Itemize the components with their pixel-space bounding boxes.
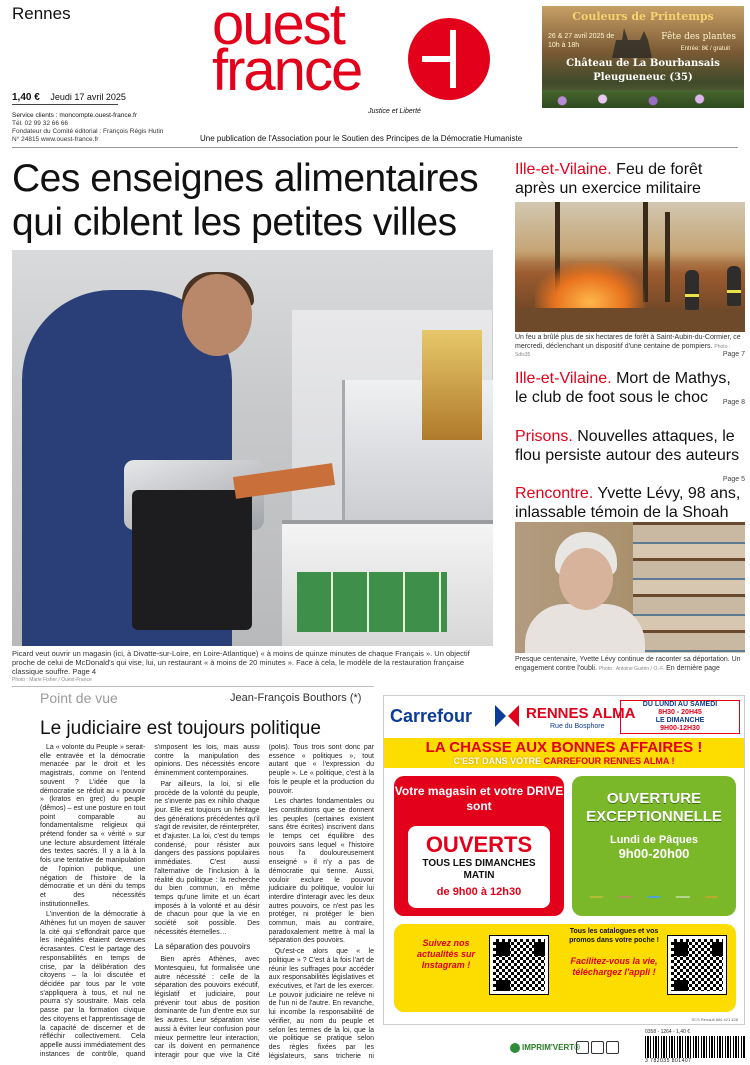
instagram-qr-code[interactable] — [490, 936, 548, 994]
ad-easter-opening: OUVERTURE EXCEPTIONNELLE Lundi de Pâques 9h00-20h00 — [572, 776, 736, 916]
main-headline[interactable]: Ces enseignes alimentaires qui ciblent les petites villes — [12, 157, 479, 244]
story-title: Yvette Lévy, 98 ans, inlassable témoin de la Shoah — [515, 485, 741, 521]
firefighter-figure — [685, 270, 699, 310]
story-prisons[interactable] — [515, 427, 745, 489]
recycle-icon — [576, 1041, 589, 1054]
fire-image — [535, 262, 645, 312]
ad-hours: DU LUNDI AU SAMEDI 8H30 - 20H45 LE DIMANCHE 9H00-12H30 — [620, 700, 740, 734]
triman-icon — [591, 1041, 604, 1054]
ad-banner: LA CHASSE AUX BONNES AFFAIRES ! C'EST DANS VOTRE CARREFOUR RENNES ALMA ! — [384, 738, 744, 768]
price-date-line — [12, 92, 126, 103]
promo-dates: 26 & 27 avril 2025 de 10h à 18h — [548, 33, 615, 49]
imprim-vert-logo: IMPRIM'VERT® — [510, 1043, 580, 1053]
divider — [12, 104, 118, 105]
paragraph: Par ailleurs, la loi, si elle procède de la volonté du peuple, ne s'invente pas ex nihilo chaque jour. Elle est toujours un héritage des générations précédentes qu'il s'agit de revisiter, de réinterpréter, et d'ajuster. La loi, c'est du temps condensé, pour résister aux dangers des passions populaires immédiates. C'est aussi l'alternative de l'inclusion à la réalité du politique : la recherche du bien commun, en même temps qu'une limite et un écart imposés à la volonté et au désir de chacun pour que la vie en société soit possible. Des nécessités éternelles… — [154, 780, 260, 936]
opinion-subhead: La séparation des pouvoirs — [154, 942, 251, 952]
castle-icon — [612, 28, 652, 58]
info-line: Service clients : moncompte.ouest-france.fr — [12, 112, 137, 119]
paragraph: Les chartes fondamentales ou les constitutions que se donnent les peuples (certaines existent sans être écrites) inscrivent dans le temps cet équilibre des pouvoirs sans lequel « l'histoire nous l'a douloureusement enseigné » il n'y a pas de démocratie qui tienne. Aussi, vouloir exclure le pouvoir judiciaire du politique, vouloir lui interdire d'interagir avec les deux autres pouvoirs, ce n'est pas les protéger, ni protéger le bien commun, mais au contraire, paradoxalement mettre à mal la séparation des pouvoirs. — [268, 798, 374, 945]
ad-store: RENNES ALMA — [526, 705, 636, 722]
firefighter-figure — [727, 266, 741, 306]
issue-date: Jeudi 17 avril 2025 — [50, 92, 126, 102]
promo-sub: Entrée: 8€ / gratuit — [680, 46, 730, 52]
promo-fete: Fête des plantes — [661, 32, 736, 42]
page-ref[interactable]: Page 4 — [72, 667, 97, 676]
forest-fire-photo[interactable] — [515, 202, 745, 332]
forest-fire-caption: Un feu a brûlé plus de six hectares de forêt à Saint-Aubin-du-Cormier, ce mercredi, déclenchant un dispositif d'une centaine de pompiers. Photo : Sdis35 Page 7 — [515, 334, 745, 358]
story-kicker: Ille-et-Vilaine. — [515, 161, 612, 178]
story-kicker: Prisons. — [515, 428, 573, 445]
opinion-label: Point de vue — [40, 690, 118, 706]
story-mathys[interactable] — [515, 369, 745, 412]
story-title: Mort de Mathys, le club de foot sous le choc — [515, 370, 731, 406]
caption-text: Picard veut ouvrir un magasin (ici, à Divatte-sur-Loire, en Loire-Atlantique) « à moins de quinze minutes de chaque Français ». Un objectif proche de celui de McDonald's qui vise, lui, un restaurant « à moins de 20 minutes ». Face à cela, le modèle de la restauration française classique souffre. — [12, 649, 470, 676]
edition-label: Rennes — [12, 4, 71, 23]
main-photo[interactable] — [12, 250, 493, 646]
info-line: N° 24815 www.ouest-france.fr — [12, 136, 99, 143]
opinion-author: Jean-François Bouthors (*) — [230, 692, 362, 704]
photo-credit: Photo : Antoine Guérin / O.-F. — [598, 665, 665, 672]
story-yvette-levy[interactable] — [515, 484, 745, 522]
newspaper-logo[interactable] — [212, 2, 502, 112]
recycling-icons — [576, 1041, 626, 1055]
paper-icon — [606, 1041, 619, 1054]
yvette-levy-caption: Presque centenaire, Yvette Lévy continue de raconter sa déportation. Un engagement contre l'oubli. Photo : Antoine Guérin / O.-F. En dernière page — [515, 656, 741, 672]
paragraph: La « volonté du Peuple » serait-elle entravée et la démocratie menacée par le droit et les magistrats, comme on l'entend souvent ? L'idée que la démocratie se réduit au « pouvoir » (kratos en grec) du peuple (dêmos) – est une posture en tout point comparable au fondamentalisme religieux qui prétend fonder sa « vérité » sur une lecture absurdement littérale des textes sacrés. Il y a là à la fois une tentative de manipulation de l'opinion publique, une négation de l'histoire de la démocratie et un déni du temps et des nécessités institutionnelles. — [40, 744, 146, 908]
app-qr-code[interactable] — [668, 936, 726, 994]
info-line: Tél. 02 99 32 66 66 — [12, 120, 69, 127]
page-ref[interactable]: En dernière page — [666, 664, 720, 672]
barcode-number: 3 782035 801407 — [645, 1058, 692, 1064]
portrait-face — [559, 548, 613, 610]
logo-word-ouest: ouest — [212, 0, 344, 57]
divider — [12, 686, 374, 687]
opinion-title[interactable]: Le judiciaire est toujours politique — [40, 718, 321, 739]
paragraph: Qu'est-ce alors que « le politique » ? C'est à la fois l'art de réunir les suffrages pour accéder aux responsabilités législatives et exécutives, et l'art de les exercer. Le pouvoir judiciaire ne relève ni de l'un ni de l'autre. En revanche, lui incombe la responsabilité de vérifier, au nom du peuple et selon les termes de la loi, que la vie politique se pratique selon des règles fixées par les législateurs, sans tricherie ni — [268, 948, 374, 1060]
logo-word-france: france — [212, 38, 362, 103]
ad-street: Rue du Bosphore — [550, 723, 605, 730]
page-ref[interactable]: Page 5 — [722, 476, 745, 483]
paragraph: Bien après Athènes, avec Montesquieu, fut formalisée une autre nécessité : celle de la séparation des pouvoirs exécutif, législatif et judiciaire, pour prévenir tout abus de position dominante de l'un d'entre eux sur les autres. Leur séparation vise aussi à éviter leur confusion pour mieux permettre leur interaction, car ils doivent en permanence interagir pour que vive la Cité (polis). Tous trois sont donc par essence « politiques », tout autant que « l'expression du peuple ». Le « politique, c'est à la fois le peuple et la production du pouvoir. — [154, 744, 374, 1059]
photo-credit: Photo : Sdis35 — [515, 343, 731, 358]
flowers-image — [542, 90, 744, 108]
pizza-boxes — [297, 572, 447, 632]
leaf-icon — [510, 1043, 520, 1053]
price: 1,40 € — [12, 92, 40, 103]
promo-chateau: Château de La Bourbansais — [566, 58, 720, 69]
basket — [132, 490, 252, 630]
masthead-divider — [12, 147, 738, 148]
ad-sunday-opening: Votre magasin et votre DRIVE sont OUVERTS TOUS LES DIMANCHES MATIN de 9h00 à 12h30 — [394, 776, 564, 916]
main-photo-caption — [12, 649, 493, 685]
photo-credit: Photo : Marie Fisher / Ouest-France — [12, 677, 92, 683]
story-forest-fire[interactable] — [515, 160, 745, 198]
ad-legal: SCS Renault 886 421 428 — [691, 1017, 738, 1022]
story-title: Feu de forêt après un exercice militaire — [515, 161, 703, 197]
barcode-icon — [645, 1036, 745, 1058]
promo-place: Pleugueneuc (35) — [593, 72, 693, 83]
story-title: Nouvelles attaques, le flou persiste autour des auteurs — [515, 428, 740, 464]
promo-banner[interactable] — [542, 6, 744, 108]
opinion-body — [40, 744, 374, 1062]
carrefour-advertisement[interactable] — [383, 695, 745, 1025]
story-kicker: Ille-et-Vilaine. — [515, 370, 612, 387]
motto: Justice et Liberté — [368, 108, 421, 115]
ad-qr-section: Suivez nos actualités sur Instagram ! Tous les catalogues et vos promos dans votre poche ! Facilitez-vous la vie, téléchargez l'appli ! — [394, 924, 736, 1012]
publisher-info — [12, 112, 202, 144]
bookshelf-image — [633, 522, 745, 653]
barcode-block — [645, 1029, 745, 1065]
info-line: Fondateur du Comité éditorial : François Régis Hutin — [12, 128, 164, 135]
barcode-caption: 0358 - 1264 - 1,40 € — [645, 1029, 691, 1035]
logo-emblem-icon — [408, 18, 490, 100]
easter-eggs-icon — [582, 888, 726, 906]
promo-title: Couleurs de Printemps — [572, 10, 714, 23]
page-ref[interactable]: Page 8 — [722, 399, 745, 406]
story-kicker: Rencontre. — [515, 485, 594, 502]
paragraph: L'invention de la démocratie à Athènes fut un moyen de sauver la cité qui s'effondrait parce que les inégalités étaient devenues écrasantes. C'est le partage des responsabilités en temps de crise, par la délibération des citoyens – la loi discutée et décidée par tous par le vote s'appliquera à tous, et nul ne pourra s'y soustraire. Mais cela passe par la formation civique des citoyens et l'apprentissage de la capacité de discerner et de réfléchir collectivement. Cela appelle aussi immédiatement des instances de contrôle, quand s'imposent les lois, mais aussi contre la manipulation des opinions. Des nécessités encore éminemment contemporaines. — [40, 744, 260, 1058]
page-ref[interactable]: Page 7 — [722, 351, 745, 358]
yvette-levy-photo[interactable] — [515, 522, 745, 653]
carrefour-logo-icon — [495, 705, 519, 727]
ad-brand: Carrefour — [390, 706, 473, 726]
publisher-tagline: Une publication de l'Association pour le Soutien des Principes de la Démocratie Humaniste — [200, 134, 523, 143]
